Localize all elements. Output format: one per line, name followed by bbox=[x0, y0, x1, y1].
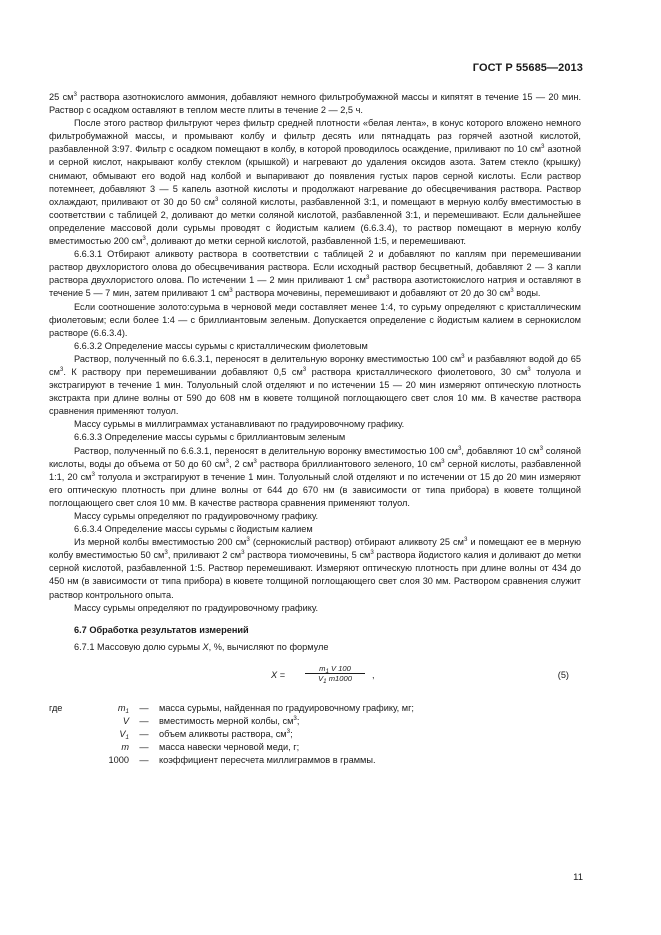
paragraph: Массу сурьмы определяют по градуировочному графику. bbox=[74, 511, 319, 521]
paragraph: Раствор, полученный по 6.6.3.1, переносят в делительную воронку вместимостью 100 $см^3$ и разбавляют водой до 65 $см^3$. К раствору при перемешивании добавляют 0,5 $см^3$ раствора кристаллического фиолетового, 30 $см^3$ толуола и экстрагируют в течение 1 мин. Толуольный слой отделяют и по истечении 15 — 20 мин измеряют оптическую плотность экстракта при длине волны от 590 до 608 нм в кювете толщиной поглощающего свет слоя 10 мм. В качестве раствора сравнения применяют толуол. bbox=[49, 352, 581, 417]
paragraph: Массу сурьмы определяют по градуировочному графику. bbox=[74, 602, 319, 613]
page-number: 11 bbox=[573, 872, 583, 883]
paragraph: После этого раствор фильтруют через фильтр средней плотности «белая лента», в конус которого вложено немного фильтробумажной массы, и промывают колбу и фильтр десять или пятнадцать раз горячей азотной кислотой, разбавленной 3:97. Фильтр с осадком помещают в колбу, в которой проводилось осаждение, приливают по 10 $см^3$ азотной и серной кислот, накрывают колбу стеклом (крышкой) и нагревают до удаления оксидов азота. Затем стекло (крышку) снимают, обмывают его водой над колбой и выпаривают до появления густых паров серной кислоты. Если раствор потемнеет, добавляют 3 — 5 капель азотной кислоты и продолжают нагревание до обесцвечивания раствора. Раствор охлаждают, приливают от 30 до 50 $см^3$ соляной кислоты, разбавленной 3:1, и помещают в мерную колбу вместимостью в соответствии с таблицей 2, доливают до метки соляной кислотой, разбавленной 3:1, и перемешивают. Если дальнейшее определение массовой доли сурьмы проводят с йодистым калием (6.6.3.4), то раствор помещают в мерную колбу вместимостью 200 $см^3$, доливают до метки серной кислотой, разбавленной 1:5, и перемешивают. bbox=[49, 118, 581, 247]
formula-block: X = $m_1$ V 100 $V_1$ m1000 , (5) bbox=[271, 663, 569, 685]
document-code: ГОСТ Р 55685—2013 bbox=[472, 62, 583, 74]
legend-where-label: где bbox=[49, 702, 63, 713]
formula-lhs: X = bbox=[271, 669, 286, 680]
document-body bbox=[49, 91, 581, 767]
paragraph: Массу сурьмы в миллиграммах устанавливают по градуировочному графику. bbox=[74, 419, 405, 430]
formula-denominator: $V_1$ m1000 bbox=[318, 673, 352, 685]
formula-fraction bbox=[305, 664, 365, 683]
legend-row: $V_1$ — объем аликвоты раствора, $см^3$; bbox=[119, 728, 293, 742]
legend-row: 1000 — коэффициент пересчета миллиграммов в граммы. bbox=[108, 755, 376, 766]
paragraph-6-7-1: 6.7.1 Массовую долю сурьмы X, %, вычисляют по формуле bbox=[74, 641, 329, 652]
subsection-heading-6-6-3-4: 6.6.3.4 Определение массы сурьмы с йодистым калием bbox=[74, 524, 313, 535]
subsection-heading-6-6-3-2: 6.6.3.2 Определение массы сурьмы с кристаллическим фиолетовым bbox=[74, 340, 368, 351]
formula-numerator: $m_1$ V 100 bbox=[319, 663, 351, 675]
paragraph: Если соотношение золото:сурьма в черновой меди составляет менее 1:4, то сурьму определяют с кристаллическим фиолетовым; если более 1:4 — с бриллиантовым зеленым. Допускается определение с йодистым калием в сернокислом растворе (6.6.3.4). bbox=[49, 301, 581, 338]
equation-number: (5) bbox=[557, 669, 569, 680]
formula-legend bbox=[49, 702, 581, 767]
paragraph: Раствор, полученный по 6.6.3.1, переносят в делительную воронку вместимостью 100 $см^3$, добавляют 10 $см^3$ соляной кислоты, воды до объема от 50 до 60 $см^3$, 2 $см^3$ раствора бриллиантового зеленого, 10 $см^3$ серной кислоты, разбавленной 1:1, 20 $см^3$ толуола и экстрагируют в течение 1 мин. Толуольный слой отделяют и по истечении от 15 до 20 мин измеряют его оптическую плотность при длине волны от 644 до 670 нм (в зависимости от типа прибора) в кювете толщиной поглощающего свет слоя 10 мм. В качестве раствора сравнения применяют толуол. bbox=[49, 444, 582, 508]
subsection-heading-6-6-3-3: 6.6.3.3 Определение массы сурьмы с бриллиантовым зеленым bbox=[74, 432, 346, 443]
paragraph: Из мерной колбы вместимостью 200 $см^3$ (сернокислый раствор) отбирают аликвоту 25 $см^3$ и помещают ее в мерную колбу вместимостью 50 $см^3$, приливают 2 $см^3$ раствора тиомочевины, 5 $см^3$ раствора йодистого калия и доливают до метки серной кислотой, разбавленной 1:5. Раствор перемешивают. Измеряют оптическую плотность при длине волны от 434 до 450 нм (в зависимости от типа прибора) в кювете толщиной поглощающего свет слоя 30 мм. Раствором сравнения служит раствор контрольного опыта. bbox=[49, 536, 581, 600]
legend-row: V — вместимость мерной колбы, $см^3$; bbox=[122, 715, 300, 727]
paragraph: 25 $см^3$ раствора азотнокислого аммония, добавляют немного фильтробумажной массы и кипятят в течение 15 — 20 мин. Раствор с осадком оставляют в теплом месте плиты в течение 2 — 2,5 ч. bbox=[49, 91, 582, 116]
legend-row: где $m_1$ — масса сурьмы, найденная по градуировочному графику, мг; bbox=[49, 702, 414, 715]
legend-row: m — масса навески черновой меди, г; bbox=[121, 742, 300, 753]
section-heading-6-7: 6.7 Обработка результатов измерений bbox=[74, 624, 249, 635]
paragraph-6-6-3-1: 6.6.3.1 Отбирают аликвоту раствора в соответствии с таблицей 2 и добавляют по каплям при перемешивании раствор двухлористого олова до обесцвечивания раствора. Если исходный раствор бесцветный, добавляют 2 — 3 капли раствора двухлористого олова. По истечении 1 — 2 мин приливают 1 $см^3$ раствора азотистокислого натрия и оставляют в течение 5 — 7 мин, затем приливают 1 $см^3$ раствора мочевины, перемешивают и добавляют от 20 до 30 $см^3$ воды. bbox=[49, 249, 581, 299]
